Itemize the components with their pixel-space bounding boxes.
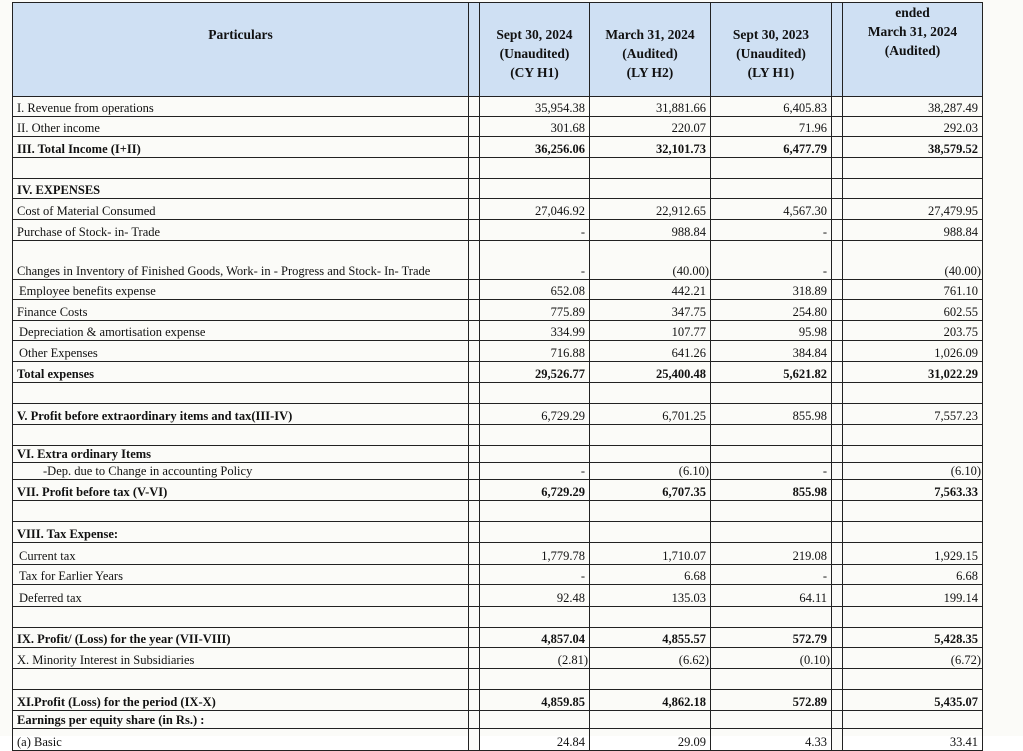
section-heading-row	[13, 179, 983, 199]
section-heading: Earnings per equity share (in Rs.) :	[13, 711, 469, 729]
cell-value: 4,855.57	[590, 628, 711, 648]
row-label: III. Total Income (I+II)	[13, 137, 469, 158]
row-label: (a) Basic	[13, 729, 469, 751]
cell-value: 22,912.65	[590, 199, 711, 220]
row-label: I. Revenue from operations	[13, 97, 469, 117]
cell-value: 292.03	[843, 117, 983, 137]
cell-value: -	[711, 241, 832, 280]
cell-value: 29.09	[590, 729, 711, 751]
cell-value: 6,405.83	[711, 97, 832, 117]
cell-value: (40.00)	[843, 241, 983, 280]
table-row	[13, 585, 983, 607]
cell-value: 855.98	[711, 480, 832, 501]
table-row	[13, 220, 983, 241]
row-label: Purchase of Stock- in- Trade	[13, 220, 469, 241]
cell-value: -	[480, 220, 590, 241]
cell-value: 35,954.38	[480, 97, 590, 117]
cell-value: -	[711, 463, 832, 480]
cell-value: 6.68	[590, 565, 711, 585]
cell-value: (6.62)	[590, 648, 711, 669]
cell-value: 71.96	[711, 117, 832, 137]
row-label: IX. Profit/ (Loss) for the year (VII-VIII)	[13, 628, 469, 648]
section-heading-row	[13, 711, 983, 729]
cell-value: (6.72)	[843, 648, 983, 669]
header-col-mar-2024-h2: March 31, 2024 (Audited) (LY H2)	[590, 3, 711, 97]
blank-row	[13, 383, 983, 404]
row-label: Deferred tax	[13, 585, 469, 607]
cell-value: 347.75	[590, 300, 711, 321]
blank-row	[13, 669, 983, 690]
row-label: Depreciation & amortisation expense	[13, 321, 469, 341]
cell-value: 1,779.78	[480, 543, 590, 565]
table-row	[13, 300, 983, 321]
blank-row	[13, 425, 983, 446]
cell-value: 716.88	[480, 341, 590, 362]
cell-value: -	[480, 565, 590, 585]
cell-value: 29,526.77	[480, 362, 590, 383]
cell-value: 855.98	[711, 404, 832, 425]
blank-row	[13, 158, 983, 179]
cell-value: 25,400.48	[590, 362, 711, 383]
cell-value: 6,729.29	[480, 480, 590, 501]
cell-value: 761.10	[843, 280, 983, 300]
cell-value: (2.81)	[480, 648, 590, 669]
cell-value: 602.55	[843, 300, 983, 321]
table-row	[13, 241, 983, 280]
cell-value: 135.03	[590, 585, 711, 607]
cell-value: 6,701.25	[590, 404, 711, 425]
header-col-sep-2023: Sept 30, 2023 (Unaudited) (LY H1)	[711, 3, 832, 97]
cell-value: 24.84	[480, 729, 590, 751]
cell-value: 254.80	[711, 300, 832, 321]
row-label: Changes in Inventory of Finished Goods, Work- in - Progress and Stock- In- Trade	[13, 241, 469, 280]
cell-value: 7,557.23	[843, 404, 983, 425]
cell-value: 6,707.35	[590, 480, 711, 501]
row-label: Cost of Material Consumed	[13, 199, 469, 220]
cell-value: 32,101.73	[590, 137, 711, 158]
table-row-profit-for-year	[13, 628, 983, 648]
cell-value: 4,862.18	[590, 690, 711, 711]
row-label: Employee benefits expense	[13, 280, 469, 300]
row-label: Finance Costs	[13, 300, 469, 321]
table-row-profit-before-tax	[13, 480, 983, 501]
cell-value: -	[480, 463, 590, 480]
cell-value: (6.10)	[590, 463, 711, 480]
table-row	[13, 648, 983, 669]
cell-value: 775.89	[480, 300, 590, 321]
table-row-total-expenses	[13, 362, 983, 383]
table-row	[13, 199, 983, 220]
cell-value: 301.68	[480, 117, 590, 137]
table-row	[13, 97, 983, 117]
cell-value: (40.00)	[590, 241, 711, 280]
table-row-profit-for-period	[13, 690, 983, 711]
row-label: XI.Profit (Loss) for the period (IX-X)	[13, 690, 469, 711]
cell-value: 31,881.66	[590, 97, 711, 117]
table-row-profit-before-extraordinary	[13, 404, 983, 425]
section-heading-row	[13, 446, 983, 463]
cell-value: 4.33	[711, 729, 832, 751]
table-body	[13, 97, 983, 751]
blank-row	[13, 501, 983, 522]
cell-value: -	[711, 220, 832, 241]
row-label: Total expenses	[13, 362, 469, 383]
header-spacer	[469, 3, 480, 97]
row-label: -Dep. due to Change in accounting Policy	[13, 463, 469, 480]
header-col-sep-2024: Sept 30, 2024 (Unaudited) (CY H1)	[480, 3, 590, 97]
cell-value: 203.75	[843, 321, 983, 341]
cell-value: 6,477.79	[711, 137, 832, 158]
blank-row	[13, 607, 983, 628]
row-label: Tax for Earlier Years	[13, 565, 469, 585]
section-heading: IV. EXPENSES	[13, 179, 469, 199]
cell-value: 1,710.07	[590, 543, 711, 565]
cell-value: 1,929.15	[843, 543, 983, 565]
cell-value: 36,256.06	[480, 137, 590, 158]
row-label: V. Profit before extraordinary items and tax(III-IV)	[13, 404, 469, 425]
row-label: VII. Profit before tax (V-VI)	[13, 480, 469, 501]
table-row	[13, 565, 983, 585]
cell-value: 92.48	[480, 585, 590, 607]
table-row	[13, 341, 983, 362]
row-label: II. Other income	[13, 117, 469, 137]
cell-value: 652.08	[480, 280, 590, 300]
cell-value: -	[480, 241, 590, 280]
header-spacer	[832, 3, 843, 97]
cell-value: (6.10)	[843, 463, 983, 480]
cell-value: 334.99	[480, 321, 590, 341]
table-row	[13, 117, 983, 137]
header-particulars: Particulars	[13, 3, 469, 97]
cell-value: 6.68	[843, 565, 983, 585]
table-row	[13, 280, 983, 300]
cell-value: 27,046.92	[480, 199, 590, 220]
row-label: Current tax	[13, 543, 469, 565]
row-label: Other Expenses	[13, 341, 469, 362]
section-heading: VIII. Tax Expense:	[13, 522, 469, 543]
table-row	[13, 463, 983, 480]
table-row	[13, 543, 983, 565]
cell-value: 38,287.49	[843, 97, 983, 117]
cell-value: 442.21	[590, 280, 711, 300]
cell-value: 64.11	[711, 585, 832, 607]
cell-value: 988.84	[590, 220, 711, 241]
header-row	[13, 3, 983, 97]
cell-value: -	[711, 565, 832, 585]
cell-value: 4,859.85	[480, 690, 590, 711]
cell-value: 1,026.09	[843, 341, 983, 362]
cell-value: 384.84	[711, 341, 832, 362]
cell-value: 318.89	[711, 280, 832, 300]
cell-value: 5,428.35	[843, 628, 983, 648]
financial-results-table	[12, 2, 983, 751]
cell-value: 220.07	[590, 117, 711, 137]
cell-value: 572.89	[711, 690, 832, 711]
row-label: X. Minority Interest in Subsidiaries	[13, 648, 469, 669]
cell-value: 5,435.07	[843, 690, 983, 711]
table-row-total-income	[13, 137, 983, 158]
cell-value: 641.26	[590, 341, 711, 362]
cell-value: 199.14	[843, 585, 983, 607]
cell-value: 988.84	[843, 220, 983, 241]
header-col-year-ended: ended March 31, 2024 (Audited)	[843, 3, 983, 97]
cell-value: 4,857.04	[480, 628, 590, 648]
cell-value: 107.77	[590, 321, 711, 341]
cell-value: 6,729.29	[480, 404, 590, 425]
table-row	[13, 321, 983, 341]
cell-value: 95.98	[711, 321, 832, 341]
cell-value: 27,479.95	[843, 199, 983, 220]
cell-value: 572.79	[711, 628, 832, 648]
cell-value: 5,621.82	[711, 362, 832, 383]
table-row	[13, 729, 983, 751]
cell-value: 219.08	[711, 543, 832, 565]
section-heading: VI. Extra ordinary Items	[13, 446, 469, 463]
cell-value: 7,563.33	[843, 480, 983, 501]
cell-value: 4,567.30	[711, 199, 832, 220]
section-heading-row	[13, 522, 983, 543]
cell-value: 38,579.52	[843, 137, 983, 158]
cell-value: (0.10)	[711, 648, 832, 669]
cell-value: 31,022.29	[843, 362, 983, 383]
cell-value: 33.41	[843, 729, 983, 751]
